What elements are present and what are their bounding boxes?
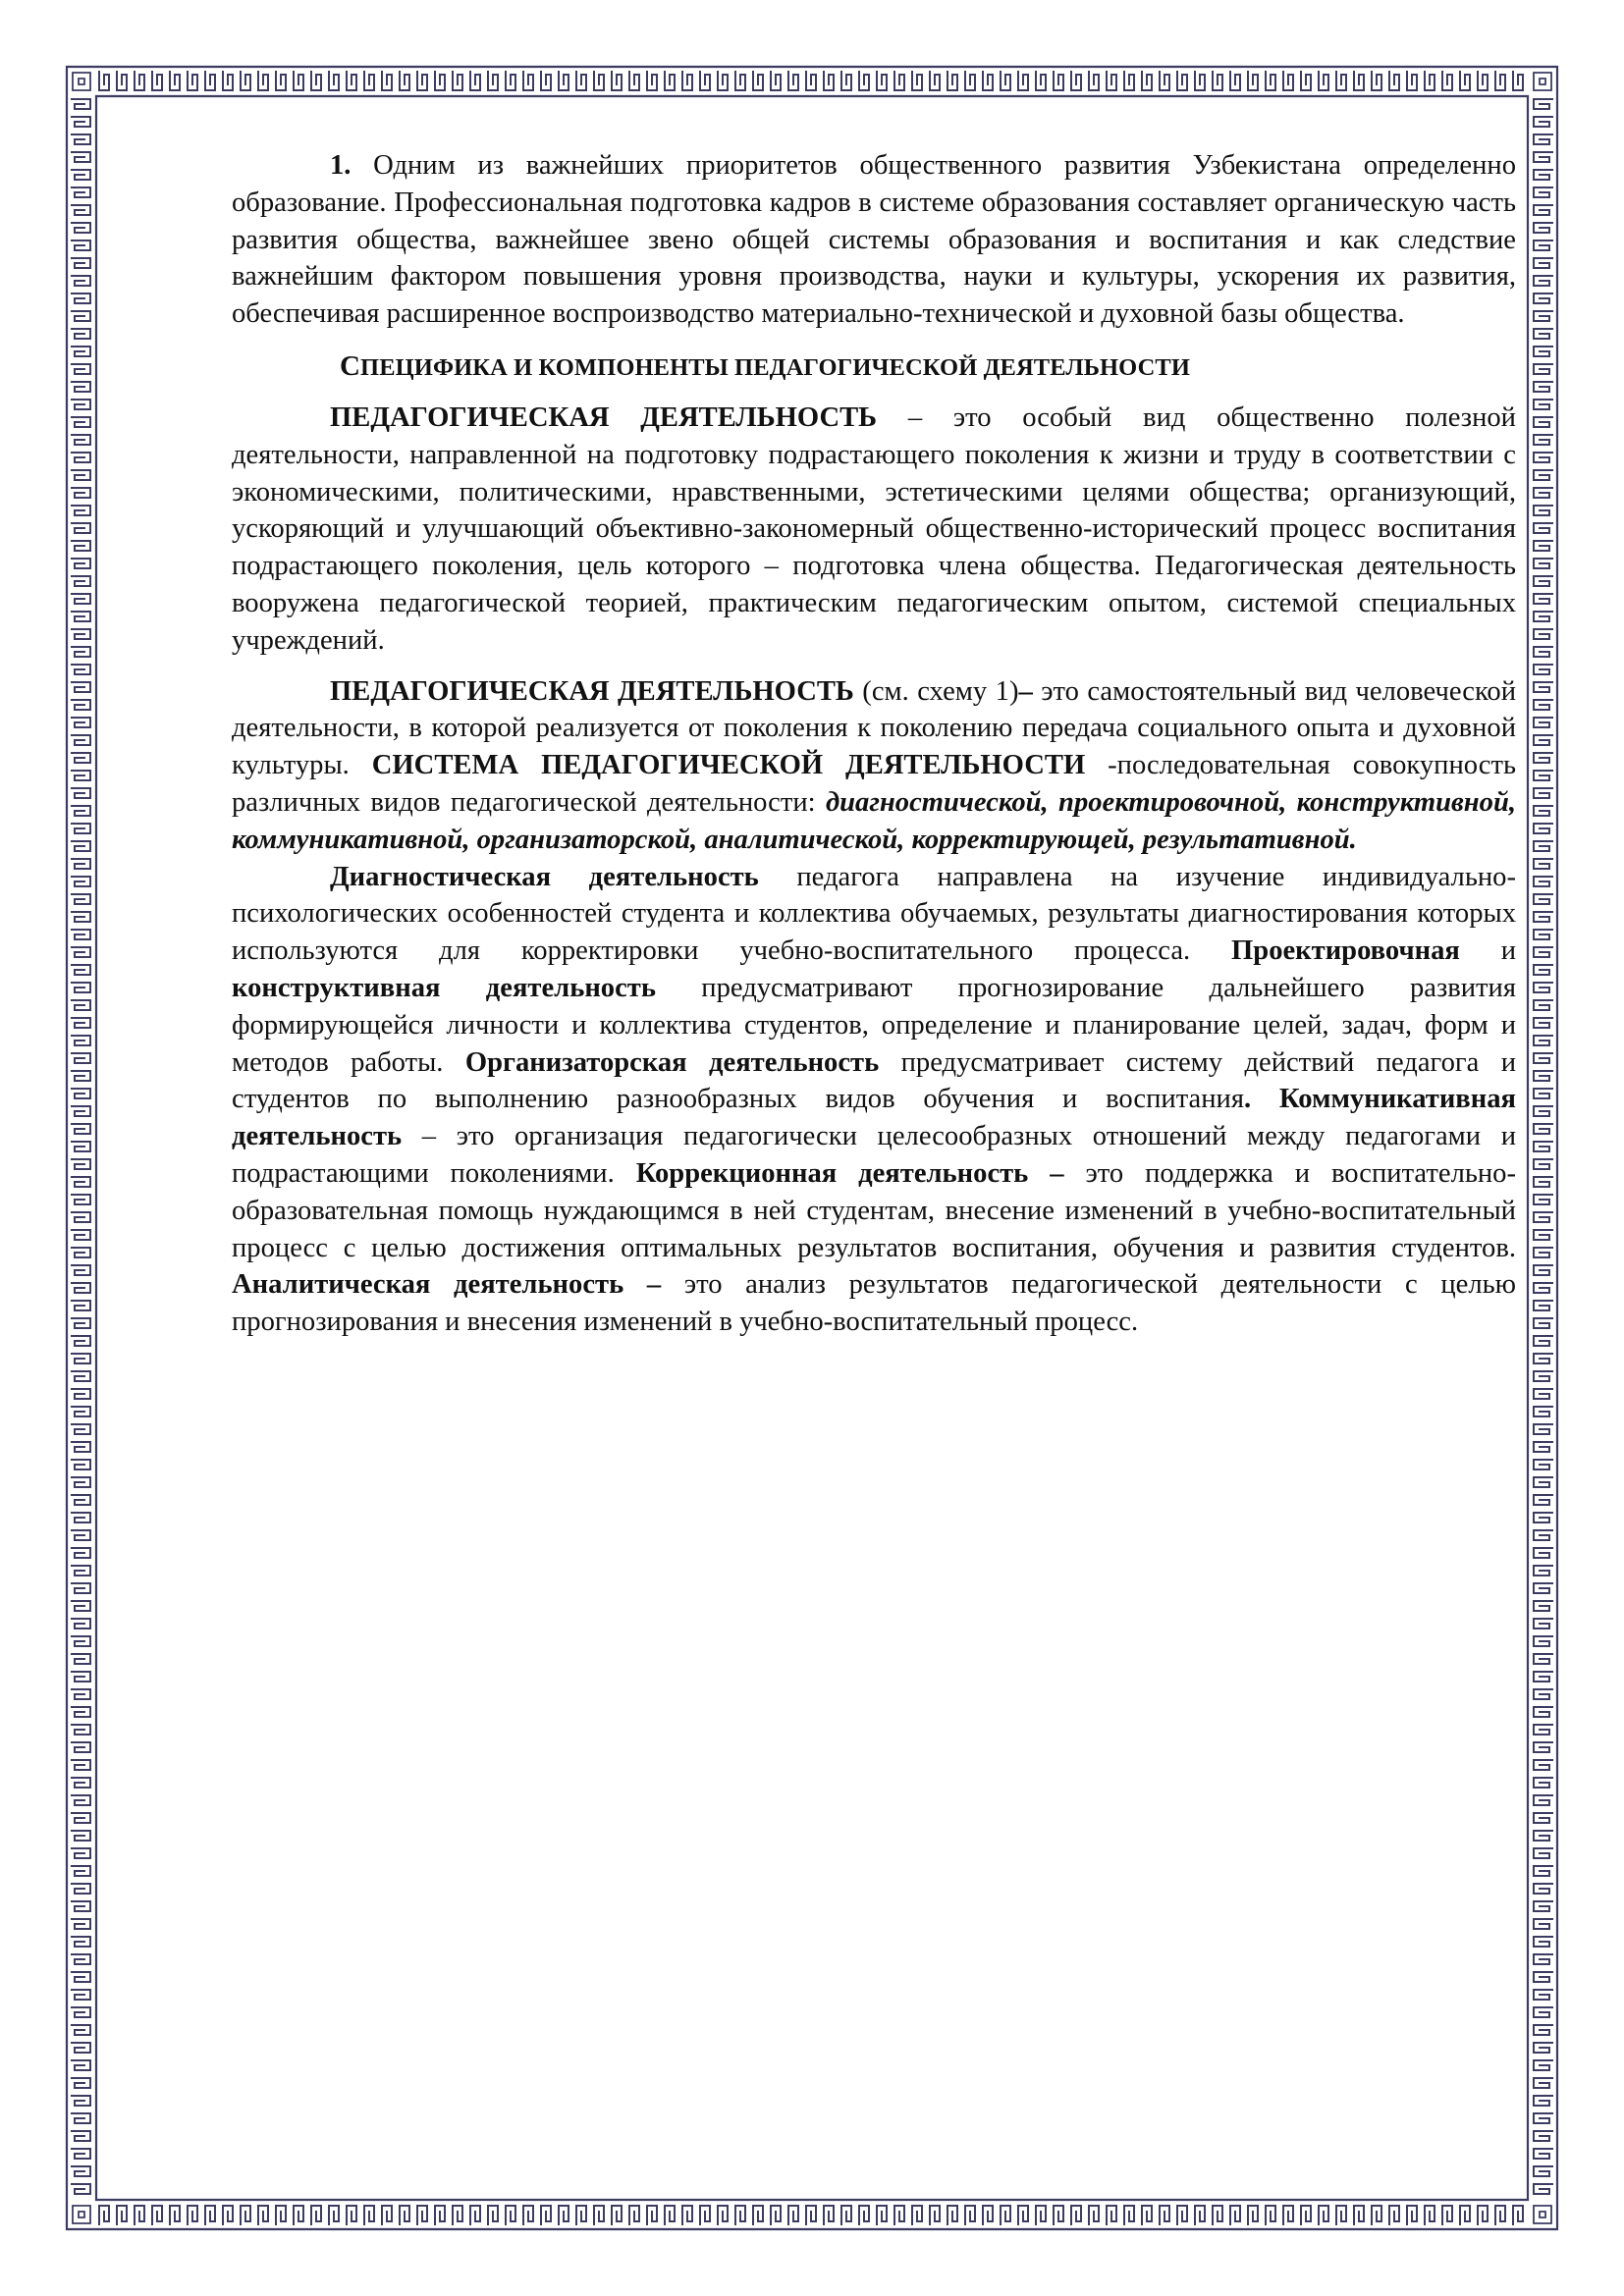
border-line <box>73 2206 90 2223</box>
border-line <box>1534 73 1551 90</box>
section-heading: СПЕЦИФИКА И КОМПОНЕНТЫ ПЕДАГОГИЧЕСКОЙ ДЕЯТЕЛЬНОСТИ <box>340 349 1190 382</box>
activity-types-list: диагностической, проектировочной, конструктивной, коммуникативной, организаторской, аналитической, корректирующей, результативной. <box>232 786 1516 855</box>
border-line <box>99 71 1523 90</box>
border-line <box>1534 99 1553 2194</box>
border-line <box>99 2206 1523 2225</box>
paragraph-definition: ПЕДАГОГИЧЕСКАЯ ДЕЯТЕЛЬНОСТЬ – это особый вид общественно полезной деятельности, направленной на подготовку подрастающего поколения к жизни и труду в соответствии с экономическими, политическими, нравственными, эстетическими целями общества; организующий, ускоряющий и улучшающий объективно-закономерный общественно-исторический процесс воспитания подрастающего поколения, цель которого – подготовка члена общества. Педагогическая деятельность вооружена педагогической теорией, практическим педагогическим опытом, системой специальных учреждений. <box>232 401 1516 656</box>
paragraph-number: 1. <box>330 150 352 181</box>
paragraph-intro: 1. Одним из важнейших приоритетов общественного развития Узбекистана определенно образование. Профессиональная подготовка кадров в системе образования составляет органическую часть развития общества, важнейшее звено общей системы образования и воспитания и как следствие важнейшим фактором повышения уровня производства, науки и культуры, ускорения их развития, обеспечивая расширенное воспроизводство материально-технической и духовной базы общества. <box>232 150 1516 330</box>
term-pedagogical-activity-2: ПЕДАГОГИЧЕСКАЯ ДЕЯТЕЛЬНОСТЬ <box>330 675 854 707</box>
paragraph-system: ПЕДАГОГИЧЕСКАЯ ДЕЯТЕЛЬНОСТЬ (см. схему 1)– это самостоятельный вид человеческой деятельности, в которой реализуется от поколения к поколению передача социального опыта и духовной культуры. СИСТЕМА ПЕДАГОГИЧЕСКОЙ ДЕЯТЕЛЬНОСТИ -последовательная совокупность различных видов педагогической деятельности: диагностической, проектировочной, конструктивной, коммуникативной, организаторской, аналитической, корректирующей, результативной. <box>232 675 1516 855</box>
border-line <box>1534 2206 1551 2223</box>
term-pedagogical-activity: ПЕДАГОГИЧЕСКАЯ ДЕЯТЕЛЬНОСТЬ <box>330 401 878 433</box>
document-body <box>232 147 1516 1341</box>
border-line <box>71 99 90 2194</box>
border-line <box>73 73 90 90</box>
paragraph-activity-types: Диагностическая деятельность педагога направлена на изучение индивидуально-психологических особенностей студента и коллектива обучаемых, результаты диагностирования которых используются для корректировки учебно-воспитательного процесса. Проектировочная и конструктивная деятельность предусматривают прогнозирование дальнейшего развития формирующейся личности и коллектива студентов, определение и планирование целей, задач, форм и методов работы. Организаторская деятельность предусматривает систему действий педагога и студентов по выполнению разнообразных видов обучения и воспитания. Коммуникативная деятельность – это организация педагогически целесообразных отношений между педагогами и подрастающими поколениями. Коррекционная деятельность – это поддержка и воспитательно-образовательная помощь нуждающимся в ней студентам, внесение изменений в учебно-воспитательный процесс с целью достижения оптимальных результатов воспитания, обучения и развития студентов. Аналитическая деятельность – это анализ результатов педагогической деятельности с целью прогнозирования и внесения изменений в учебно-воспитательный процесс. <box>232 861 1517 1338</box>
term-system: СИСТЕМА ПЕДАГОГИЧЕСКОЙ ДЕЯТЕЛЬНОСТИ <box>371 750 1086 781</box>
